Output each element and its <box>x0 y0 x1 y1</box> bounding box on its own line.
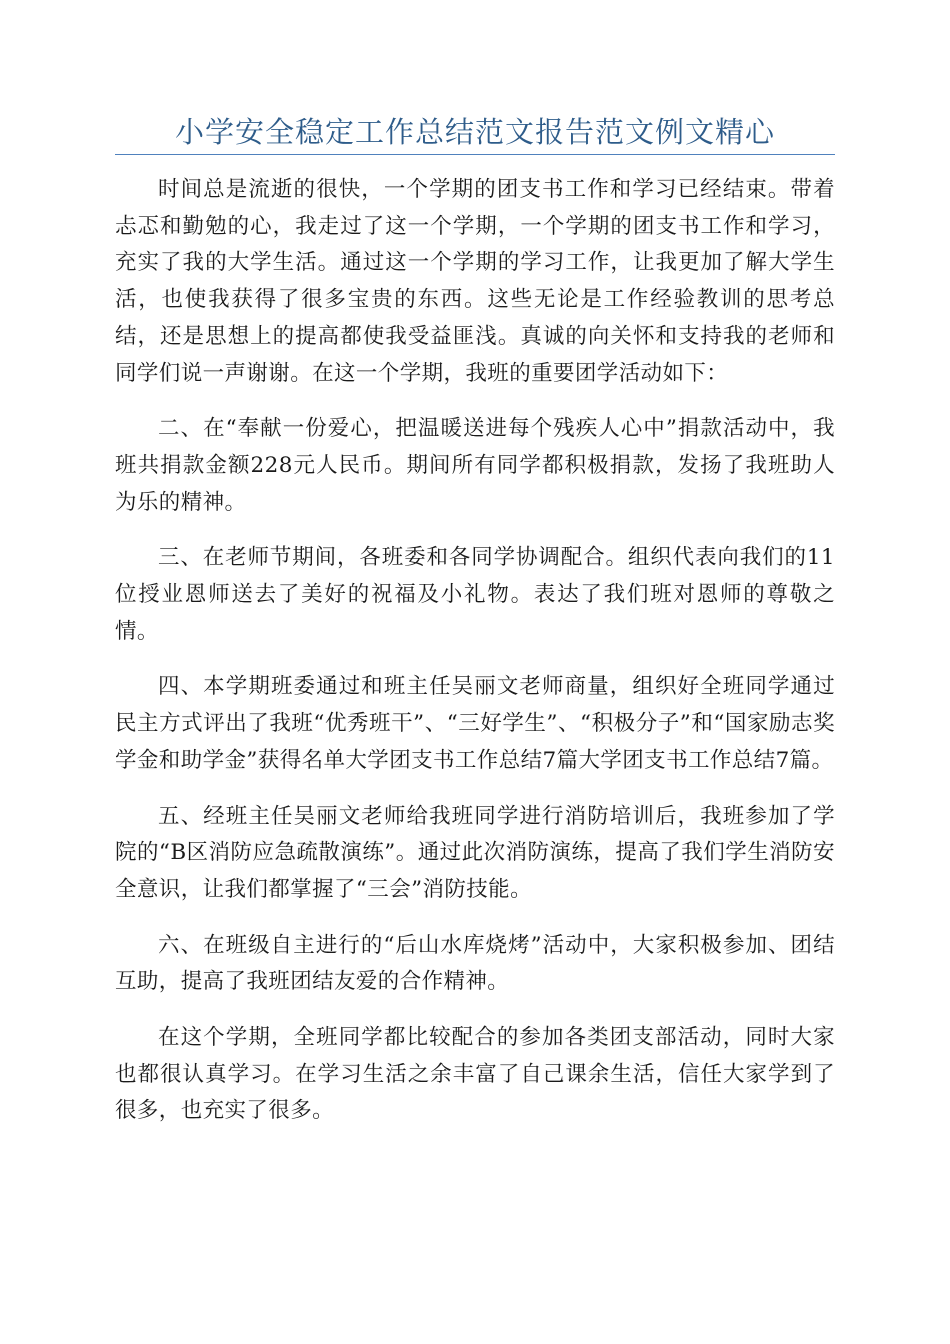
page-title: 小学安全稳定工作总结范文报告范文例文精心 <box>174 115 775 149</box>
paragraph-barbecue: 六、在班级自主进行的“后山水库烧烤”活动中，大家积极参加、团结互助，提高了我班团结友爱的合作精神。 <box>115 932 835 995</box>
paragraph-donation: 二、在“奉献一份爱心，把温暖送进每个残疾人心中”捐款活动中，我班共捐款金额228元人民币。期间所有同学都积极捐款，发扬了我班助人为乐的精神。 <box>115 416 835 515</box>
paragraph-intro: 时间总是流逝的很快，一个学期的团支书工作和学习已经结束。带着忐忑和勤勉的心，我走过了这一个学期，一个学期的团支书工作和学习，充实了我的大学生活。通过这一个学期的学习工作，让我更加了解大学生活，也使我获得了很多宝贵的东西。这些无论是工作经验教训的思考总结，还是思想上的提高都使我受益匪浅。真诚的向关怀和支持我的老师和同学们说一声谢谢。在这一个学期，我班的重要团学活动如下： <box>115 177 835 386</box>
paragraph-fire-drill: 五、经班主任吴丽文老师给我班同学进行消防培训后，我班参加了学院的“B区消防应急疏散演练”。通过此次消防演练，提高了我们学生消防安全意识，让我们都掌握了“三会”消防技能。 <box>115 803 835 902</box>
paragraph-teachers-day: 三、在老师节期间，各班委和各同学协调配合。组织代表向我们的11位授业恩师送去了美好的祝福及小礼物。表达了我们班对恩师的尊敬之情。 <box>115 545 835 644</box>
title-underline <box>115 154 835 155</box>
document-body <box>115 172 835 1149</box>
paragraph-conclusion: 在这个学期，全班同学都比较配合的参加各类团支部活动，同时大家也都很认真学习。在学习生活之余丰富了自己课余生活，信任大家学到了很多，也充实了很多。 <box>115 1025 835 1124</box>
paragraph-awards: 四、本学期班委通过和班主任吴丽文老师商量，组织好全班同学通过民主方式评出了我班“优秀班干”、“三好学生”、“积极分子”和“国家励志奖学金和助学金”获得名单大学团支书工作总结7篇大学团支书工作总结7篇。 <box>115 674 835 773</box>
